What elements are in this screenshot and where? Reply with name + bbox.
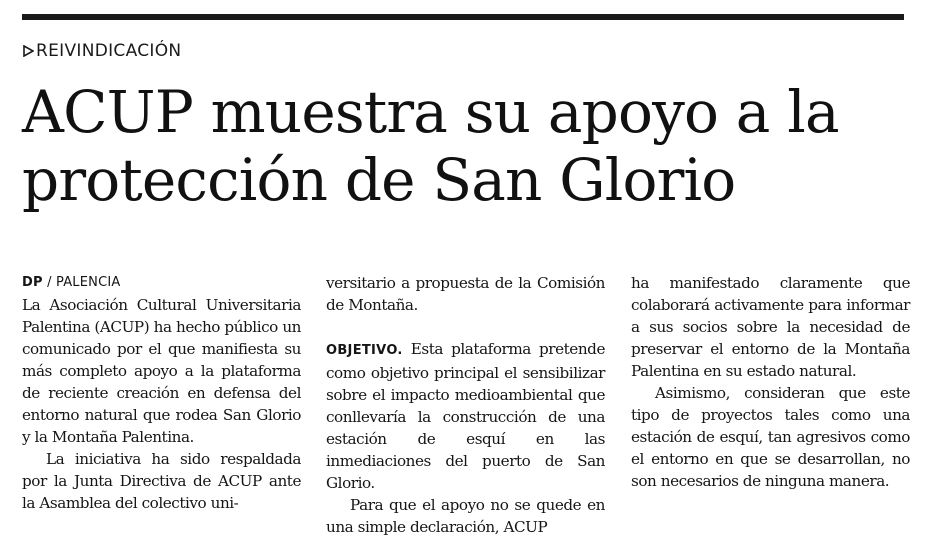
- paragraph-3: [326, 338, 605, 494]
- headline: ACUP muestra su apoyo a la protección de San Glorio: [22, 78, 839, 214]
- article-column-3: [631, 272, 910, 492]
- byline-separator: /: [42, 275, 56, 290]
- article-column-1: [22, 272, 301, 514]
- paragraph-3-text: Esta plataforma pretende como objetivo principal el sensibilizar sobre el impacto medioambiental que conllevaría la construcción de una estación de esquí en las inmediaciones del puerto de San Glorio.: [326, 340, 605, 492]
- paragraph-1: La Asociación Cultural Universitaria Palentina (ACUP) ha hecho público un comunicado por el que manifiesta su más completo apoyo a la plataforma de reciente creación en defensa del entorno natural que rodea San Glorio y la Montaña Palentina.: [22, 296, 301, 446]
- byline: [22, 272, 301, 294]
- paragraph-2-start: La iniciativa ha sido respaldada por la Junta Directiva de ACUP ante la Asamblea del colectivo uni-: [22, 450, 301, 512]
- section-label: [22, 41, 181, 61]
- paragraph-spacer: [326, 316, 605, 338]
- byline-location: PALENCIA: [55, 275, 121, 290]
- triangle-arrow-icon: [22, 45, 34, 57]
- article-column-2: [326, 272, 605, 538]
- top-rule: [22, 14, 904, 20]
- section-label-text: REIVINDICACIÓN: [36, 41, 182, 61]
- paragraph-4-start: Para que el apoyo no se quede en una simple declaración, ACUP: [326, 496, 605, 536]
- lead-in-objetivo: OBJETIVO.: [326, 343, 403, 358]
- byline-source: DP: [22, 275, 43, 290]
- paragraph-2-end: versitario a propuesta de la Comisión de Montaña.: [326, 274, 605, 314]
- paragraph-5: Asimismo, consideran que este tipo de proyectos tales como una estación de esquí, tan agresivos como el entorno en que se desarrollan, no son necesarios de ninguna manera.: [631, 384, 910, 490]
- paragraph-4-end: ha manifestado claramente que colaborará activamente para informar a sus socios sobre la necesidad de preservar el entorno de la Montaña Palentina en su estado natural.: [631, 274, 910, 380]
